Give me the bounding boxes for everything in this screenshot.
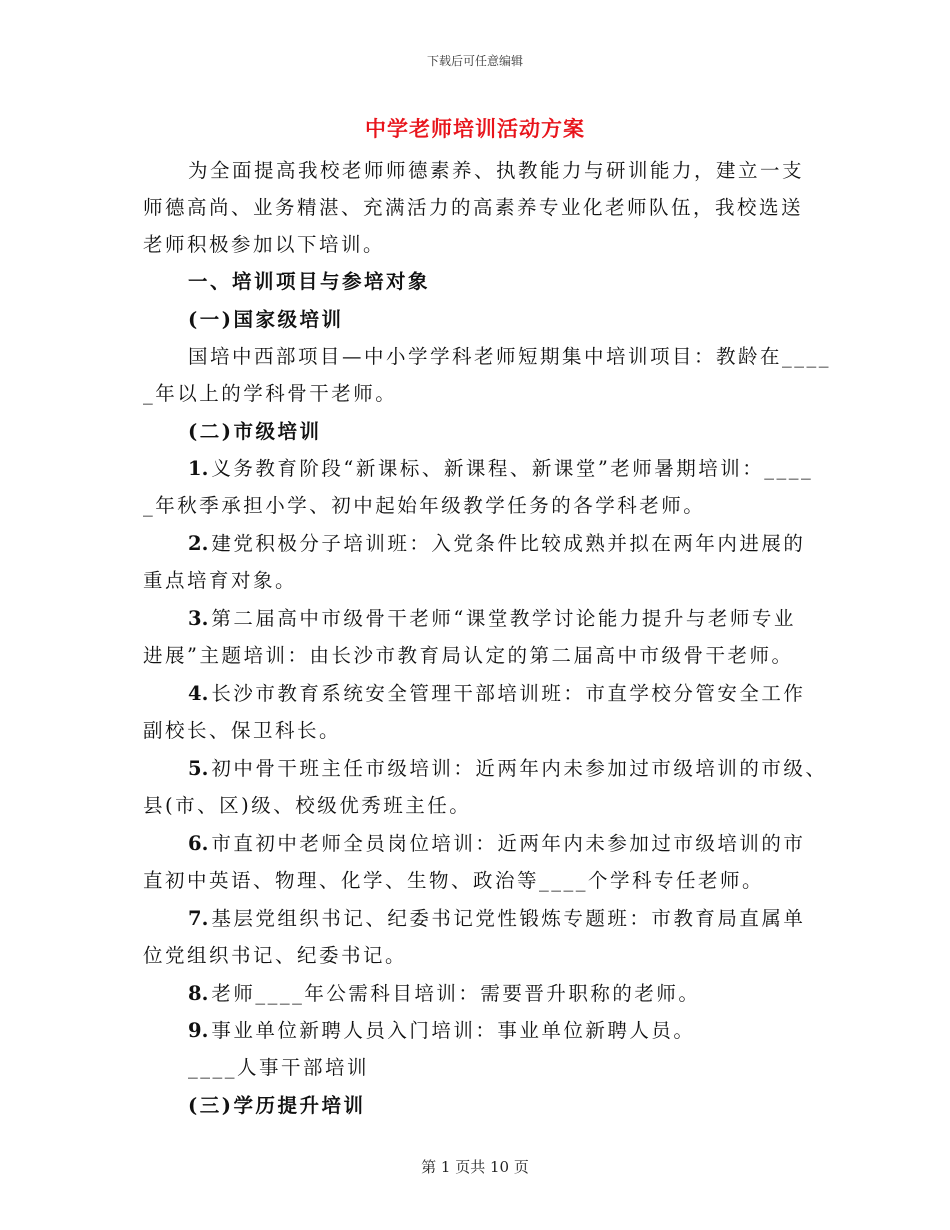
hr-training-line: ____人事干部培训 bbox=[188, 1056, 370, 1079]
document-title: 中学老师培训活动方案 bbox=[365, 116, 585, 141]
list-item-1-number: 1. bbox=[188, 457, 209, 480]
list-item-7-line-2: 位党组织书记、纪委书记。 bbox=[143, 944, 408, 967]
intro-line-2: 师德高尚、业务精湛、充满活力的高素养专业化老师队伍，我校选送 bbox=[143, 196, 804, 219]
list-item-1-text: 义务教育阶段“新课标、新课程、新课堂”老师暑期培训：____ bbox=[211, 457, 814, 480]
list-item-7-text: 基层党组织书记、纪委书记党性锻炼专题班：市教育局直属单 bbox=[211, 907, 806, 930]
list-item-9-line-1 bbox=[188, 1015, 695, 1043]
list-item-4-number: 4. bbox=[188, 682, 209, 705]
subheading-municipal: (二)市级培训 bbox=[188, 420, 322, 443]
list-item-1-line-1 bbox=[188, 453, 813, 481]
list-item-3-line-1 bbox=[188, 603, 796, 631]
list-item-2-line-2: 重点培育对象。 bbox=[143, 569, 298, 592]
list-item-2-number: 2. bbox=[188, 532, 209, 555]
header-note: 下载后可任意编辑 bbox=[426, 54, 523, 68]
list-item-6-number: 6. bbox=[188, 832, 209, 855]
list-item-5-number: 5. bbox=[188, 757, 209, 780]
list-item-5-line-2: 县(市、区)级、校级优秀班主任。 bbox=[143, 794, 472, 817]
list-item-9-text: 事业单位新聘人员入门培训：事业单位新聘人员。 bbox=[211, 1019, 696, 1042]
list-item-6-text: 市直初中老师全员岗位培训：近两年内未参加过市级培训的市 bbox=[211, 832, 806, 855]
list-item-8-number: 8. bbox=[188, 982, 209, 1005]
list-item-3-number: 3. bbox=[188, 607, 209, 630]
list-item-5-text: 初中骨干班主任市级培训：近两年内未参加过市级培训的市级、 bbox=[211, 757, 828, 780]
list-item-8-text: 老师____年公需科目培训：需要晋升职称的老师。 bbox=[211, 982, 701, 1005]
list-item-4-text: 长沙市教育系统安全管理干部培训班：市直学校分管安全工作 bbox=[211, 682, 806, 705]
list-item-6-line-1 bbox=[188, 828, 805, 856]
page-footer: 第 1 页共 10 页 bbox=[421, 1158, 529, 1176]
list-item-4-line-1 bbox=[188, 678, 805, 706]
intro-line-1: 为全面提高我校老师师德素养、执教能力与研训能力，建立一支 bbox=[188, 159, 805, 182]
national-text-line-2: _年以上的学科骨干老师。 bbox=[143, 382, 398, 405]
subheading-national: (一)国家级培训 bbox=[188, 308, 344, 331]
list-item-9-number: 9. bbox=[188, 1019, 209, 1042]
list-item-7-line-1 bbox=[188, 903, 805, 931]
list-item-7-number: 7. bbox=[188, 907, 209, 930]
list-item-6-line-2: 直初中英语、物理、化学、生物、政治等____个学科专任老师。 bbox=[143, 869, 765, 892]
subheading-degree: (三)学历提升培训 bbox=[188, 1094, 366, 1117]
intro-line-3: 老师积极参加以下培训。 bbox=[143, 233, 386, 256]
list-item-5-line-1 bbox=[188, 753, 827, 781]
list-item-2-line-1 bbox=[188, 528, 805, 556]
list-item-8-line-1 bbox=[188, 978, 700, 1006]
list-item-1-line-2: _年秋季承担小学、初中起始年级教学任务的各学科老师。 bbox=[143, 494, 706, 517]
list-item-4-line-2: 副校长、保卫科长。 bbox=[143, 719, 342, 742]
list-item-3-line-2: 进展”主题培训：由长沙市教育局认定的第二届高中市级骨干老师。 bbox=[143, 644, 794, 667]
list-item-3-text: 第二届高中市级骨干老师“课堂教学讨论能力提升与老师专业 bbox=[211, 607, 796, 630]
section-heading-1: 一、培训项目与参培对象 bbox=[188, 270, 431, 293]
list-item-2-text: 建党积极分子培训班：入党条件比较成熟并拟在两年内进展的 bbox=[211, 532, 806, 555]
national-text-line-1: 国培中西部项目—中小学学科老师短期集中培训项目：教龄在____ bbox=[188, 345, 832, 368]
